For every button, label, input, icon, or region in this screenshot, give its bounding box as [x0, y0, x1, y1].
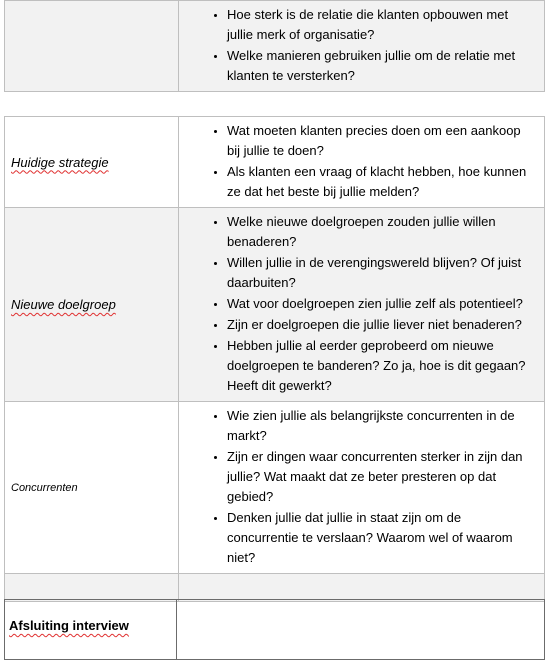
table-row	[5, 600, 545, 660]
question-item: • Denken jullie dat jullie in staat zijn om de concurrentie te verslaan? Waarom wel of waarom niet?	[227, 508, 536, 568]
question-cell	[179, 117, 545, 208]
closing-value-cell[interactable]	[177, 600, 545, 660]
table-row-empty	[5, 574, 545, 602]
table-row	[5, 117, 545, 208]
table-row	[5, 208, 545, 402]
question-item: • Welke nieuwe doelgroepen zouden jullie willen benaderen?	[227, 212, 536, 252]
question-item: • Wie zien jullie als belangrijkste concurrenten in de markt?	[227, 406, 536, 446]
question-cell	[179, 208, 545, 402]
closing-table	[4, 599, 545, 660]
interview-question-table	[4, 116, 545, 602]
question-list	[179, 406, 536, 568]
question-item: • Als klanten een vraag of klacht hebben, hoe kunnen ze dat het beste bij jullie melden?	[227, 162, 536, 202]
question-item: • Hebben jullie al eerder geprobeerd om nieuwe doelgroepen te banderen? Zo ja, hoe is dit gegaan? Heeft dit gewerkt?	[227, 336, 536, 396]
empty-label-cell	[5, 574, 179, 602]
question-item: • Hoe sterk is de relatie die klanten opbouwen met jullie merk of organisatie?	[227, 5, 536, 45]
top-question-table	[4, 0, 545, 92]
empty-content-cell	[179, 574, 545, 602]
question-list	[179, 212, 536, 396]
empty-label-cell	[5, 1, 179, 92]
question-cell	[179, 402, 545, 574]
row-label: Nieuwe doelgroep	[5, 208, 179, 402]
table-row	[5, 402, 545, 574]
row-label: Afsluiting interview	[5, 600, 177, 660]
question-item: • Zijn er doelgroepen die jullie liever niet benaderen?	[227, 315, 536, 335]
question-item: • Zijn er dingen waar concurrenten sterker in zijn dan jullie? Wat maakt dat ze beter presteren op dat gebied?	[227, 447, 536, 507]
question-cell	[179, 1, 545, 92]
question-item: • Wat moeten klanten precies doen om een aankoop bij jullie te doen?	[227, 121, 536, 161]
question-item: • Willen jullie in de verengingswereld blijven? Of juist daarbuiten?	[227, 253, 536, 293]
question-list	[179, 121, 536, 202]
table-row	[5, 1, 545, 92]
question-item: • Wat voor doelgroepen zien jullie zelf als potentieel?	[227, 294, 536, 314]
row-label: Huidige strategie	[5, 117, 179, 208]
question-item: • Welke manieren gebruiken jullie om de relatie met klanten te versterken?	[227, 46, 536, 86]
row-label: Concurrenten	[5, 402, 179, 574]
question-list	[179, 5, 536, 86]
